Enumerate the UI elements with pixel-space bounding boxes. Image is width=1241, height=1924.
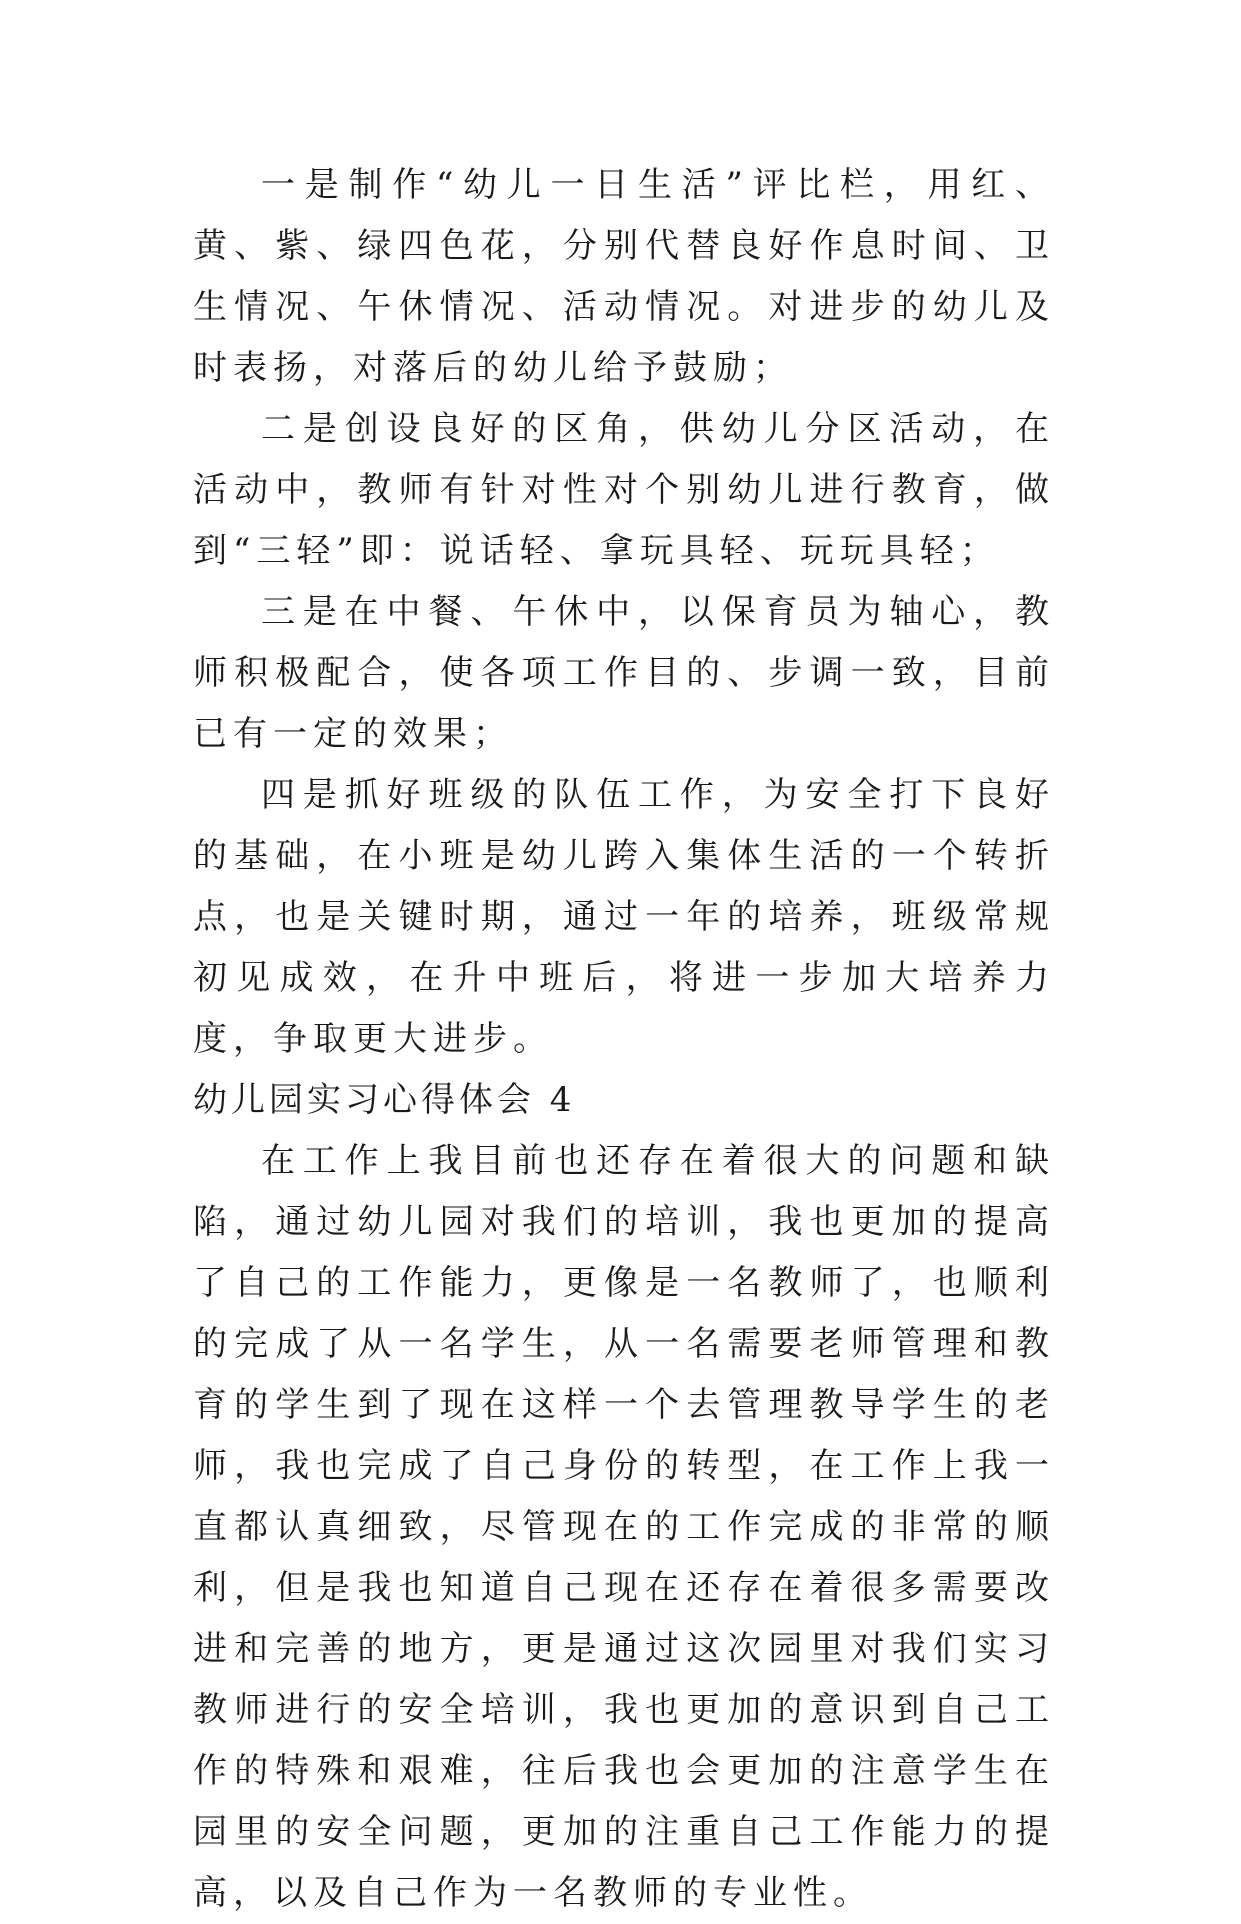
paragraph-five: 在工作上我目前也还存在着很大的问题和缺陷，通过幼儿园对我们的培训，我也更加的提高了自己的工作能力，更像是一名教师了，也顺利的完成了从一名学生，从一名需要老师管理和教育的学生到了现在这样一个去管理教导学生的老师，我也完成了自己身份的转型，在工作上我一直都认真细致，尽管现在的工作完成的非常的顺利，但是我也知道自己现在还存在着很多需要改进和完善的地方，更是通过这次园里对我们实习教师进行的安全培训，我也更加的意识到自己工作的特殊和艰难，往后我也会更加的注意学生在园里的安全问题，更加的注重自己工作能力的提高，以及自己作为一名教师的专业性。 xyxy=(193,1141,1055,1913)
paragraph-three: 三是在中餐、午休中，以保育员为轴心，教师积极配合，使各项工作目的、步调一致，目前已有一定的效果； xyxy=(193,592,1055,754)
paragraph-four: 四是抓好班级的队伍工作，为安全打下良好的基础，在小班是幼儿跨入集体生活的一个转折点，也是关键时期，通过一年的培养，班级常规初见成效，在升中班后，将进一步加大培养力度，争取更大进步。 xyxy=(193,775,1055,1059)
document-body xyxy=(193,155,1055,1924)
section-heading: 幼儿园实习心得体会 4 xyxy=(193,1080,576,1120)
paragraph-two: 二是创设良好的区角，供幼儿分区活动，在活动中，教师有针对性对个别幼儿进行教育，做到“三轻”即：说话轻、拿玩具轻、玩玩具轻； xyxy=(193,409,1055,571)
paragraph-one: 一是制作“幼儿一日生活”评比栏，用红、黄、紫、绿四色花，分别代替良好作息时间、卫生情况、午休情况、活动情况。对进步的幼儿及时表扬，对落后的幼儿给予鼓励； xyxy=(193,165,1055,388)
